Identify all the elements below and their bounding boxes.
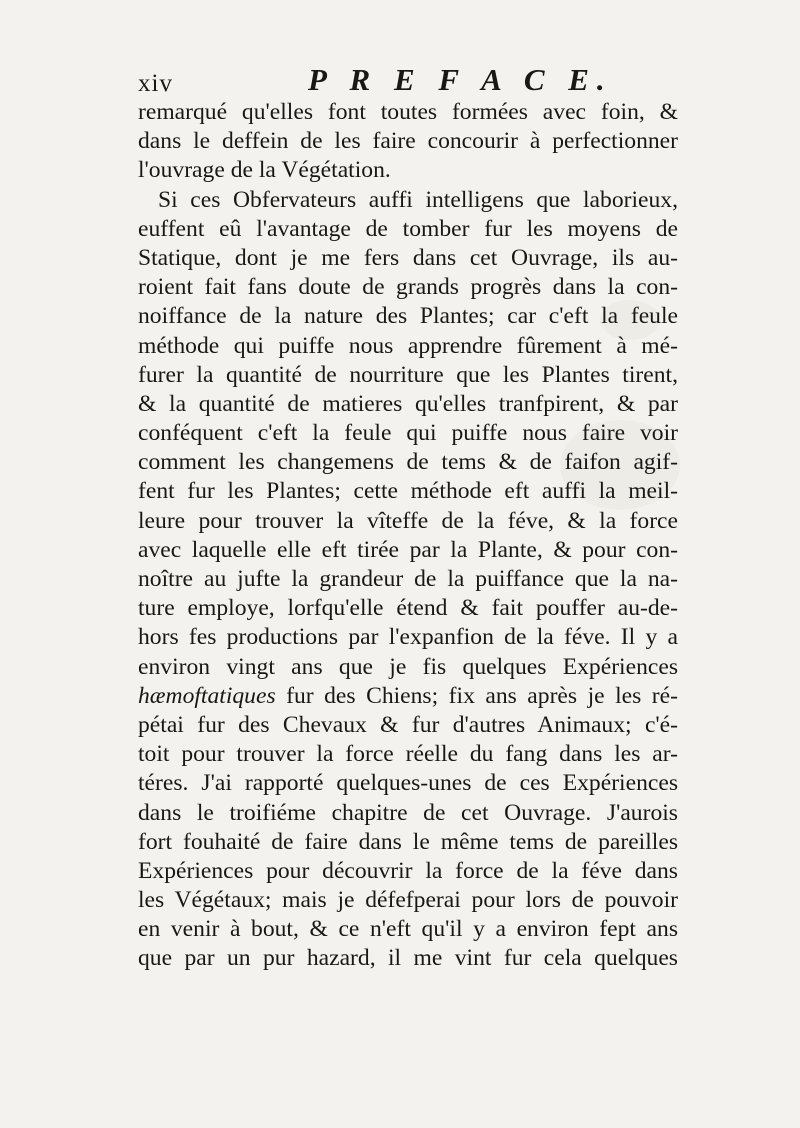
text-line-rest: fur des Chiens; fix ans après je les ré- — [275, 682, 678, 709]
text-line: en venir à bout, & ce n'eft qu'il y a environ fept ans — [138, 916, 678, 943]
text-line: leure pour trouver la vîteffe de la féve, & la force — [138, 507, 678, 534]
text-line: téres. J'ai rapporté quelques-unes de ces Expériences — [138, 770, 678, 797]
text-line: roient fait fans doute de grands progrès dans la con- — [138, 274, 678, 301]
text-line: remarqué qu'elles font toutes formées avec foin, & — [138, 99, 678, 125]
text-line: Si ces Obfervateurs auffi intelligens que laborieux, — [158, 186, 678, 213]
italic-term: hæmoftatiques — [138, 682, 276, 709]
text-line: toit pour trouver la force réelle du fang dans les ar- — [138, 741, 678, 768]
text-line: fent fur les Plantes; cette méthode eft auffi la meil- — [138, 478, 678, 505]
text-line: pétai fur des Chevaux & fur d'autres Animaux; c'é- — [138, 711, 678, 738]
text-line-mixed — [138, 682, 678, 711]
text-line: conféquent c'eft la feule qui puiffe nous faire voir — [138, 420, 678, 447]
text-line: comment les changemens de tems & de faifon agif- — [138, 449, 678, 476]
text-line: dans le deffein de les faire concourir à perfectionner — [138, 128, 678, 155]
text-line: méthode qui puiffe nous apprendre fûrement à mé- — [138, 332, 678, 359]
page-number: xiv — [138, 70, 173, 97]
text-line: Expériences pour découvrir la force de la féve dans — [138, 857, 678, 884]
text-line: que par un pur hazard, il me vint fur cela quelques — [138, 945, 678, 972]
text-line: avec laquelle elle eft tirée par la Plante, & pour con- — [138, 536, 678, 563]
text-line: fort fouhaité de faire dans le même tems de pareilles — [138, 828, 678, 855]
text-line: noître au jufte la grandeur de la puiffance que la na- — [138, 566, 678, 592]
text-line: Statique, dont je me fers dans cet Ouvrage, ils au- — [138, 244, 678, 271]
text-line: & la quantité de matieres qu'elles tranfpirent, & par — [138, 390, 678, 417]
text-line: l'ouvrage de la Végétation. — [138, 157, 391, 184]
preface-text — [138, 98, 678, 974]
text-line: les Végétaux; mais je défefperai pour lors de pouvoir — [138, 887, 678, 914]
text-line: hors fes productions par l'expanfion de la féve. Il y a — [138, 624, 678, 651]
text-line: furer la quantité de nourriture que les Plantes tirent, — [138, 361, 678, 388]
running-title: P R E F A C E. — [308, 62, 613, 97]
text-line: euffent eû l'avantage de tomber fur les moyens de — [138, 215, 678, 242]
text-line: ture employe, lorfqu'elle étend & fait pouffer au-de- — [138, 595, 678, 622]
text-line: environ vingt ans que je fis quelques Expériences — [138, 653, 678, 680]
text-line: noiffance de la nature des Plantes; car c'eft la feule — [138, 303, 678, 330]
text-line: dans le troifiéme chapitre de cet Ouvrage. J'aurois — [138, 799, 678, 826]
